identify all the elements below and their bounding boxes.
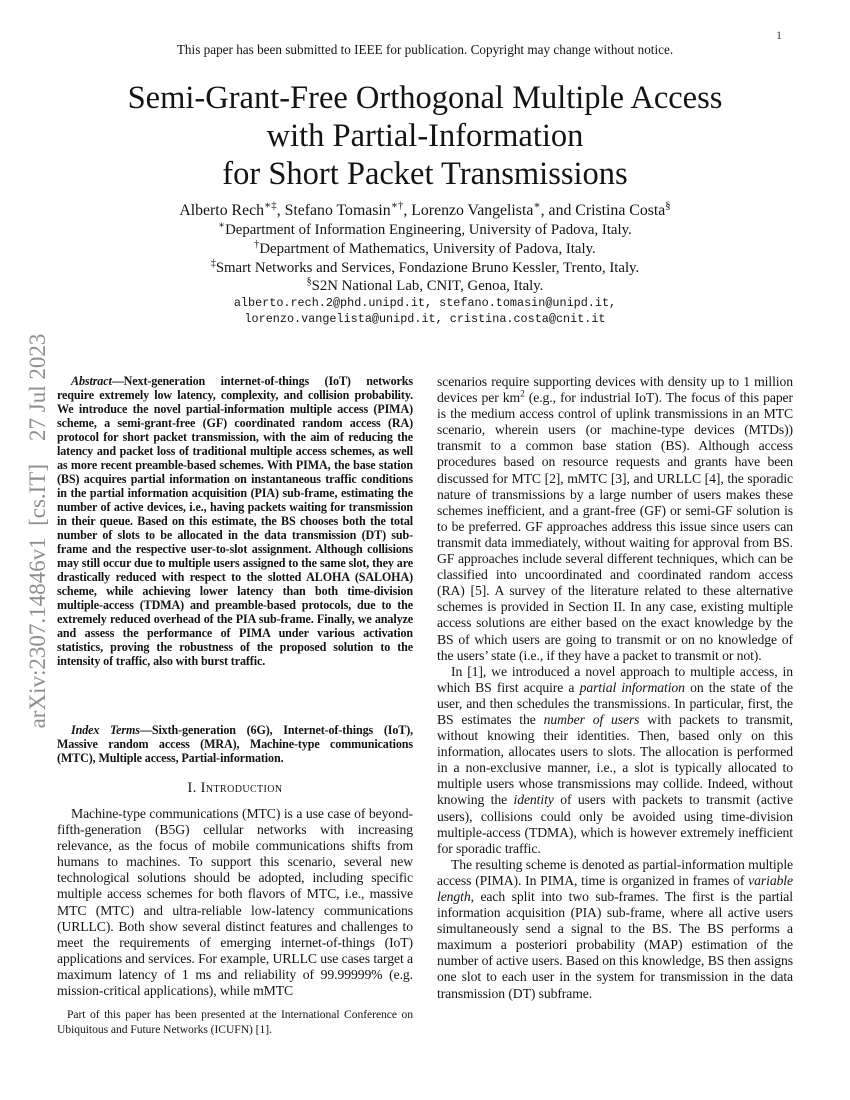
intro-paragraph-1-continued: scenarios require supporting devices with density up to 1 million devices per $km^2$ (e.g., for industrial IoT). The focus of this paper is the medium access control of uplink transmissions in an MTC scenario, wherein users (or machine-type devices (MTDs)) transmit to a common base station (BS). Although access procedures based on resource requests and grants have been discussed for MTC [2], mMTC [3], and URLLC [4], the sporadic nature of transmissions by a large number of users makes these schemes inefficient, and a grant-free (GF) or semi-GF solution is to be preferred. GF approaches address this issue since users can transmit data immediately, without waiting for approval from BS. GF approaches include several different techniques, which can be classified into uncoordinated and coordinated random access (RA) [5]. A survey of the literature related to these alternative schemes is provided in Section II. In any case, existing multiple access solutions are either based on the exact knowledge by the BS of which users are going to transmit or on no knowledge of the users’ state (i.e., if they have a packet to transmit or not). [437,374,793,663]
affiliation-line-3: ‡Smart Networks and Services, Fondazione Bruno Kessler, Trento, Italy. [210,257,640,276]
presented-at-footnote: Part of this paper has been presented at the International Conference on Ubiquitous and Future Networks (ICUFN) [1]. [57,1008,413,1036]
intro-paragraph-3: The resulting scheme is denoted as partial-information multiple access (PIMA). In PIMA, time is organized in frames of variable length, each split into two sub-frames. The first is the partial information acquisition (PIA) sub-frame, where all active users simultaneously send a signal to the BS. The BS performs a maximum a posteriori probability (MAP) estimation of the number of active users. Based on this knowledge, BS then assigns one slot to each user in the system for transmission in the data transmission (DT) subframe. [437,856,793,1001]
right-column [437,0,793,1100]
paper-title-line-3: for Short Packet Transmissions [222,156,628,192]
author-emails-line-2: lorenzo.vangelista@unipd.it, cristina.costa@cnit.it [244,311,606,326]
intro-paragraph-2: In [1], we introduced a novel approach to multiple access, in which BS first acquire a partial information on the state of the user, and then schedules the transmissions. In particular, first, the BS estimates the number of users with packets to transmit, without knowing their identities. Then, based only on this information, allocates users to slots. The allocation is performed in a non-exclusive manner, i.e., a slot is typically allocated to multiple users whose transmissions may collide. Indeed, without knowing the identity of users with packets to transmit (active users), collisions could only be avoided using time-division multiple-access (TDMA), which is however extremely inefficient for sporadic traffic. [437,663,793,856]
section-heading-introduction: I. Introduction [187,780,283,796]
intro-paragraph-1: Machine-type communications (MTC) is a use case of beyond-fifth-generation (B5G) cellular networks with increasing relevance, as the focus of mobile communications shifts from humans to machines. To support this scenario, several new technological solutions should be adopted, including specific multiple access schemes for both flavors of MTC, i.e., massive MTC (MTC) and ultra-reliable low-latency communications (URLLC). Both show several distinct features and challenges to meet the requirements of emerging internet-of-things (IoT) applications and services. For example, URLLC use cases target a maximum latency of 1 ms and reliability of 99.99999% (e.g. mission-critical applications), while mMTC [57,806,413,999]
author-names: Alberto Rech∗‡, Stefano Tomasin∗†, Lorenzo Vangelista∗, and Cristina Costa§ [179,199,671,219]
affiliation-line-1: ∗Department of Information Engineering, University of Padova, Italy. [218,220,632,238]
left-column [57,0,413,1100]
right-column-text [437,374,793,1002]
affiliation-line-4: §S2N National Lab, CNIT, Genoa, Italy. [306,276,544,295]
index-terms-paragraph: Index Terms—Sixth-generation (6G), Internet-of-things (IoT), Massive random access (MRA), Machine-type communications (MTC), Multiple access, Partial-information. [57,723,413,765]
paper-title-line-2: with Partial-Information [266,118,584,154]
author-emails-line-1: alberto.rech.2@phd.unipd.it, stefano.tomasin@unipd.it, [233,296,617,311]
paper-title-line-1: Semi-Grant-Free Orthogonal Multiple Access [127,80,723,116]
arxiv-stamp: arXiv:2307.14846v1 [cs.IT] 27 Jul 2023 [25,333,50,729]
submission-notice: This paper has been submitted to IEEE for publication. Copyright may change without notice. [176,42,674,57]
abstract-paragraph: Abstract—Next-generation internet-of-things (IoT) networks require extremely low latency, complexity, and collision probability. We introduce the novel partial-information multiple access (PIMA) scheme, a semi-grant-free (GF) coordinated random access (RA) protocol for short packet transmission, with the aim of reducing the latency and packet loss of traditional multiple access schemes, as well as more recent preamble-based schemes. With PIMA, the base station (BS) acquires partial information on instantaneous traffic conditions in the partial information acquisition (PIA) sub-frame, estimating the number of active devices, i.e., having packets waiting for transmission in their queue. Based on this estimate, the BS chooses both the total number of slots to be allocated in the data transmission (DT) sub-frame and the respective user-to-slot assignment. Although collisions may still occur due to multiple users assigned to the same slot, they are drastically reduced with respect to the slotted ALOHA (SALOHA) scheme, while achieving lower latency than both time-division multiple-access (TDMA) and preamble-based protocols, due to the extremely reduced overhead of the PIA sub-frame. Finally, we analyze and assess the performance of PIMA under various activation statistics, proving the robustness of the proposed solution to the intensity of traffic, also with burst traffic. [57,374,413,668]
affiliation-line-2: †Department of Mathematics, University of Padova, Italy. [254,238,596,257]
page-number: 1 [776,28,782,42]
